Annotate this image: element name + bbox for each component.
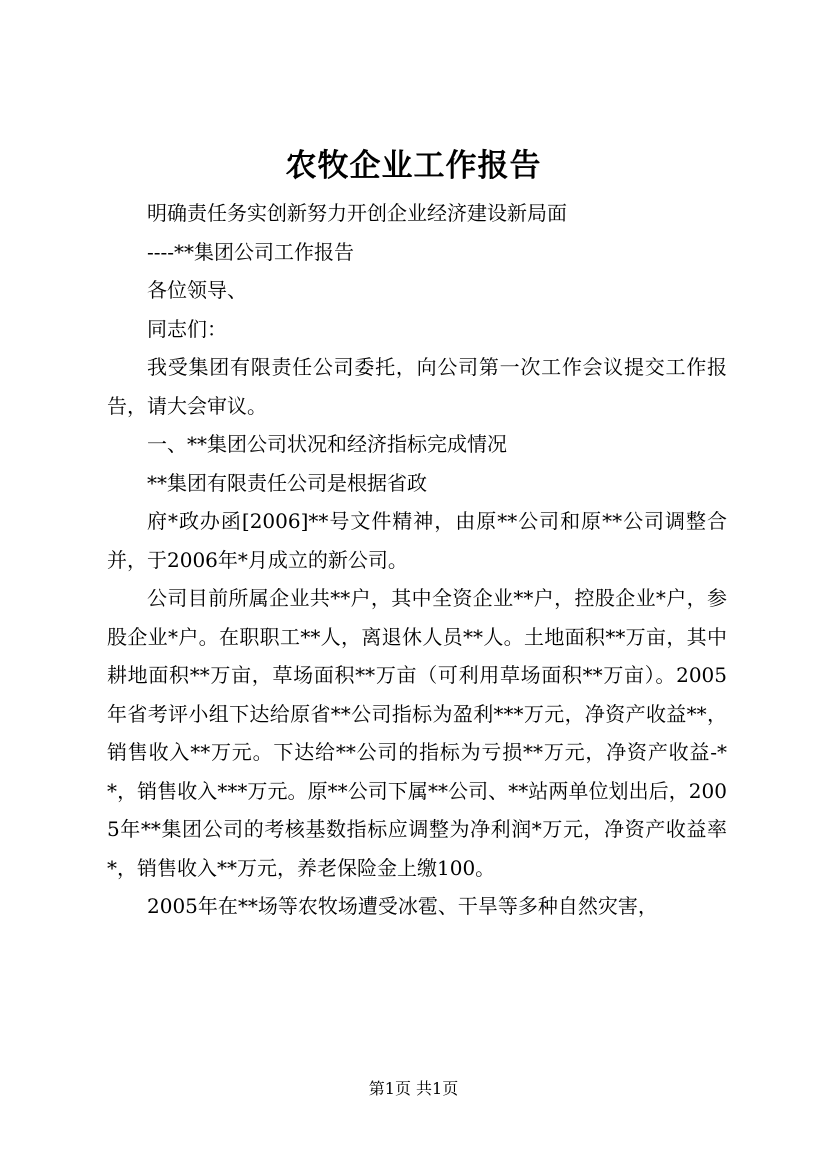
paragraph-salutation-leaders: 各位领导、: [147, 278, 247, 302]
document-body: [107, 194, 727, 926]
page-number-footer: 第1页 共1页: [368, 1079, 459, 1098]
paragraph-disasters: 2005年在**场等农牧场遭受冰雹、干旱等多种自然灾害，: [147, 894, 658, 918]
paragraph-report-name: ----**集团公司工作报告: [147, 239, 355, 264]
paragraph-subtitle: 明确责任务实创新努力开创企业经济建设新局面: [147, 201, 567, 225]
paragraph-company-intro: **集团有限责任公司是根据省政: [147, 470, 427, 495]
paragraph-section-heading: 一、**集团公司状况和经济指标完成情况: [147, 432, 507, 456]
paragraph-salutation-comrades: 同志们：: [147, 316, 227, 341]
document-title: 农牧企业工作报告: [285, 148, 542, 184]
paragraph-merger: 府*政办函[2006]**号文件精神，由原**公司和原**公司调整合并，于2006年*月成立的新公司。: [107, 509, 727, 572]
paragraph-intro: 我受集团有限责任公司委托，向公司第一次工作会议提交工作报告，请大会审议。: [107, 355, 727, 418]
paragraph-company-stats: 公司目前所属企业共**户，其中全资企业**户，控股企业*户，参股企业*户。在职职工**人，离退休人员**人。土地面积**万亩，其中耕地面积**万亩，草场面积**万亩（可利用草场面积**万亩）。2005年省考评小组下达给原省**公司指标为盈利***万元，净资产收益**，销售收入**万元。下达给**公司的指标为亏损**万元，净资产收益-**，销售收入***万元。原**公司下属**公司、**站两单位划出后，2005年**集团公司的考核基数指标应调整为净利润*万元，净资产收益率*，销售收入**万元，养老保险金上缴100。: [107, 586, 727, 880]
